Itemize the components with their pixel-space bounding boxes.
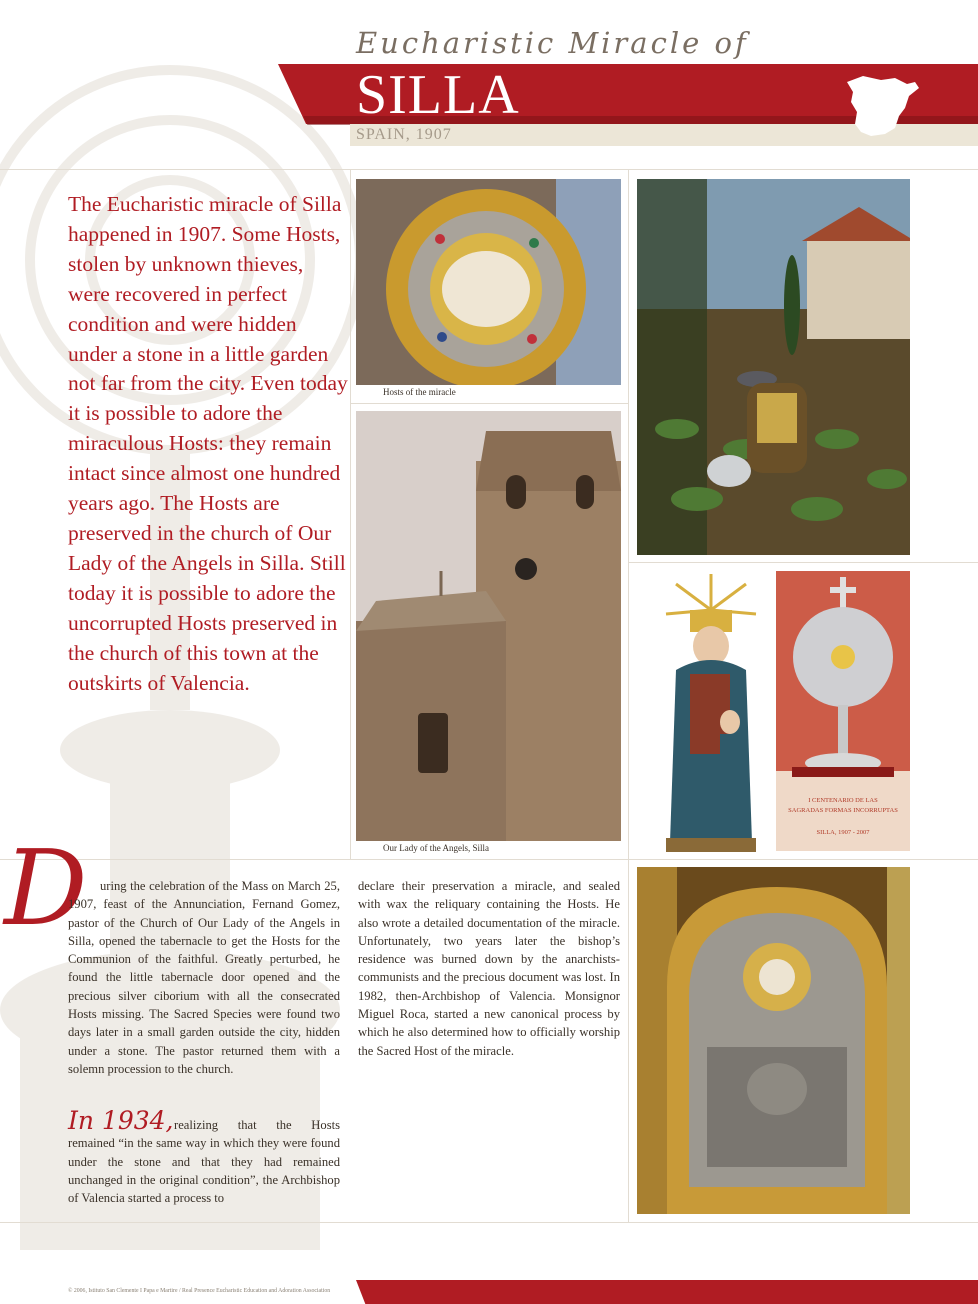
footer-red-band [356, 1280, 978, 1304]
reliquary-caption: Hosts of the miracle [383, 387, 456, 397]
banner-line-3: SILLA, 1907 - 2007 [816, 829, 870, 836]
body-paragraph-1: uring the celebration of the Mass on March 25, 1907, feast of the Annunciation, Fernand Gomez, pastor of the Church of Our Lady of the Angels in Silla, opened the tabernacle to get the Hosts for the Communion of the faithful. Greatly perturbed, he found the little tabernacle door opened and the precious silver ciborium with all the consecrated Hosts missing. The Sacred Species were found two days later in a small garden outside the city, hidden under a stone. The pastor returned them with a solemn procession to the church. [68, 879, 340, 1076]
banner-line-1: I CENTENARIO DE LAS [808, 797, 878, 804]
body-column-1-part-2 [68, 1116, 340, 1207]
divider-body [0, 859, 978, 860]
intro-text: The Eucharistic miracle of Silla happened in 1907. Some Hosts, stolen by unknown thieves, were recovered in perfect condition and were hidden under a stone in a little garden not far from the city. Even today it is possible to adore the miraculous Hosts: they remain intact since almost one hundred years ago. The Hosts are preserved in the church of Our Lady of the Angels in Silla. Still today it is possible to adore the uncorrupted Hosts preserved in the church of this town at the outskirts of Valencia. [68, 192, 348, 695]
church-photo [356, 411, 621, 841]
body-column-2 [358, 877, 620, 1060]
year-lead-1934: In 1934, [68, 1106, 174, 1135]
header-script-title: Eucharistic Miracle of [356, 26, 749, 60]
body-paragraph-3: declare their preservation a miracle, and sealed with wax the reliquary containing the Hosts. He also wrote a detailed documentation of the miracle. Unfortunately, two years later the bishop’s residence was burned down by the anarchists-communists and the precious document was lost. In 1982, then-Archbishop of Valencia. Monsignor Miguel Roca, started a new canonical process by which he also determined how to officially worship the Sacred Host of the miracle. [358, 879, 620, 1058]
divider-top [0, 169, 978, 170]
spain-map-icon [843, 72, 921, 140]
divider-bottom [0, 1222, 978, 1223]
banner-line-2: SAGRADAS FORMAS INCORRUPTAS [788, 807, 898, 814]
body-paragraph-2: realizing that the Hosts remained “in the same way in which they were found under the stone and that they had remained unchanged in the original condition”, the Archbishop of Valencia started a process to [68, 1118, 340, 1206]
madonna-statue-photo [652, 570, 770, 852]
monstrance-photo [776, 571, 910, 851]
page-title: SILLA [356, 64, 520, 126]
divider-mid-right [628, 562, 978, 563]
reliquary-photo [356, 179, 621, 385]
garden-painting-photo [637, 179, 910, 555]
tabernacle-photo [637, 867, 910, 1214]
divider-vert-1 [350, 169, 351, 859]
footer-credit: © 2006, Istituto San Clemente I Papa e Martire / Real Presence Eucharistic Education and Adoration Association [68, 1288, 331, 1294]
body-column-1-part-1 [68, 877, 340, 1078]
church-caption: Our Lady of the Angels, Silla [383, 843, 489, 853]
page-subtitle: SPAIN, 1907 [356, 126, 452, 143]
divider-vert-2 [628, 169, 629, 1222]
drop-cap-letter: D [4, 827, 88, 949]
divider-mid-left [350, 403, 628, 404]
